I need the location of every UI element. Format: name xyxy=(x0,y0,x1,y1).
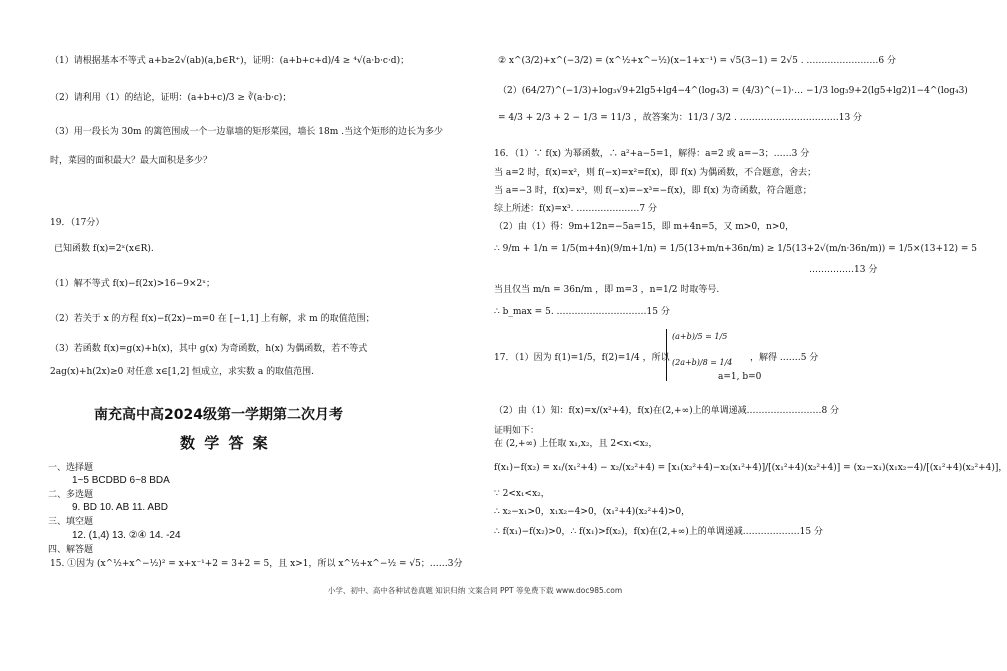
text-line-r17d: （2）由（1）知：f(x)=x/(x²+4)，f(x)在(2,+∞)上的单调递减.……………………8 分 xyxy=(494,406,840,416)
text-line-r17b: ，解得 .……5 分 xyxy=(750,353,819,363)
text-line-q19: 19．（17分） xyxy=(50,218,105,228)
text-line-r1: ② x^(3/2)+x^(−3/2) = (x^½+x^−½)(x−1+x⁻¹) = √5(3−1) = 2√5 . ……………………6 分 xyxy=(498,56,897,66)
page-footer: 小学、初中、高中各种试卷真题 知识归纳 文案合同 PPT 等免费下载 www.doc985.com xyxy=(327,586,623,595)
text-line-q19-def: 已知函数 f(x)=2ˣ(x∈R). xyxy=(54,244,154,254)
section-heading-s3: 三、填空题 xyxy=(48,517,94,527)
text-line-r17h: ∵ 2<x₁<x₂， xyxy=(494,489,550,499)
answer-row-a1: 1~5 BCDBD 6~8 BDA xyxy=(72,475,170,486)
section-heading-s1: 一、选择题 xyxy=(48,463,94,473)
text-line-q18-2: （2）请利用（1）的结论，证明：(a+b+c)/3 ≥ ∛(a·b·c)； xyxy=(50,93,292,103)
text-line-r17f: 在 (2,+∞) 上任取 x₁,x₂，且 2<x₁<x₂， xyxy=(494,439,658,449)
text-line-r16h: ∴ b_max = 5. …………………………15 分 xyxy=(494,307,670,317)
answer-subtitle: 数 学 答 案 xyxy=(180,434,270,452)
text-line-r17e: 证明如下： xyxy=(494,426,540,436)
system-eq-2: (2a+b)/8 = 1/4 xyxy=(672,358,733,367)
section-heading-s2: 二、多选题 xyxy=(48,490,94,500)
text-line-q19-2: （2）若关于 x 的方程 f(x)−f(2x)−m=0 在 [−1,1] 上有解，求 m 的取值范围； xyxy=(50,314,375,324)
text-line-r17g: f(x₁)−f(x₂) = x₁/(x₁²+4) − x₂/(x₂²+4) = [x₁(x₂²+4)−x₂(x₁²+4)]/[(x₁²+4)(x₂²+4)] = (x₂−x₁)(x₁x₂−4)/[(x₁²+4)(x₂²+4)]， xyxy=(494,463,1007,473)
answer-row-a3: 12. (1,4) 13. ②④ 14. -24 xyxy=(72,530,181,541)
text-line-r17j: ∴ f(x₁)−f(x₂)>0，∴ f(x₁)>f(x₂)，f(x)在(2,+∞)上的单调递减.………………15 分 xyxy=(494,527,823,537)
answer-row-a2: 9. BD 10. AB 11. ABD xyxy=(72,502,168,513)
text-line-r16a: 当 a=2 时，f(x)=x²，则 f(−x)=x²=f(x)，即 f(x) 为偶函数，不合题意，舍去； xyxy=(494,168,817,178)
text-line-r17c: a=1, b=0 xyxy=(718,372,762,382)
exam-title: 南充高中高2024级第一学期第二次月考 xyxy=(94,407,343,423)
text-line-q19-3a: （3）若函数 f(x)=g(x)+h(x)，其中 g(x) 为奇函数，h(x) 为偶函数，若不等式 xyxy=(50,344,368,354)
text-line-q19-1: （1）解不等式 f(x)−f(2x)>16−9×2ˣ； xyxy=(50,279,216,289)
q15-line: 15. ①因为 (x^½+x^−½)² = x+x⁻¹+2 = 3+2 = 5，且 x>1，所以 x^½+x^−½ = √5；……3分 xyxy=(50,559,463,569)
text-line-r16g: 当且仅当 m/n = 36n/m ，即 m=3 ，n=1/2 时取等号. xyxy=(494,285,720,295)
text-line-q18-1: （1）请根据基本不等式 a+b≥2√(ab)(a,b∈R⁺)，证明：(a+b+c+d)/4 ≥ ⁴√(a·b·c·d)； xyxy=(50,56,410,66)
text-line-r16f: ……………13 分 xyxy=(809,265,878,275)
text-line-r16e: ∴ 9/m + 1/n = 1/5(m+4n)(9/m+1/n) = 1/5(13+m/n+36n/m) ≥ 1/5(13+2√(m/n·36n/m)) = 1/5×(13+12) = 5 xyxy=(494,244,977,254)
text-line-r16d: （2）由（1）得：9m+12n=−5a=15，即 m+4n=5，又 m>0，n>0， xyxy=(494,222,795,232)
text-line-r16: 16．（1）∵ f(x) 为幂函数，∴ a²+a−5=1，解得：a=2 或 a=−3；……3 分 xyxy=(494,149,810,159)
text-line-r16c: 综上所述：f(x)=x³. …………………7 分 xyxy=(494,204,657,214)
system-eq-1: (a+b)/5 = 1/5 xyxy=(672,332,728,341)
text-line-r16b: 当 a=−3 时，f(x)=x³，则 f(−x)=−x³=−f(x)，即 f(x) 为奇函数，符合题意； xyxy=(494,186,812,196)
text-line-r17i: ∴ x₂−x₁>0，x₁x₂−4>0，(x₁²+4)(x₂²+4)>0， xyxy=(494,507,691,517)
section-heading-s4: 四、解答题 xyxy=(48,545,94,555)
text-line-q18-3a: （3）用一段长为 30m 的篱笆围成一个一边靠墙的矩形菜园，墙长 18m .当这个矩形的边长为多少 xyxy=(50,127,444,137)
text-line-q19-3b: 2ag(x)+h(2x)≥0 对任意 x∈[1,2] 恒成立，求实数 a 的取值范围. xyxy=(50,367,314,377)
text-line-q18-3b: 时，菜园的面积最大？最大面积是多少？ xyxy=(50,156,213,166)
text-line-r3: = 4/3 + 2/3 + 2 − 1/3 = 11/3 ，故答案为：11/3 / 3/2 . ……………………………13 分 xyxy=(498,113,863,123)
text-line-r2: （2）(64/27)^(−1/3)+log₃√9+2lg5+lg4−4^(log₄3) = (4/3)^(−1)·… −1/3 log₃9+2(lg5+lg2)1−4^(log₄3) xyxy=(498,86,968,96)
text-line-r17: 17．（1）因为 f(1)=1/5，f(2)=1/4 ，所以 xyxy=(494,353,670,363)
